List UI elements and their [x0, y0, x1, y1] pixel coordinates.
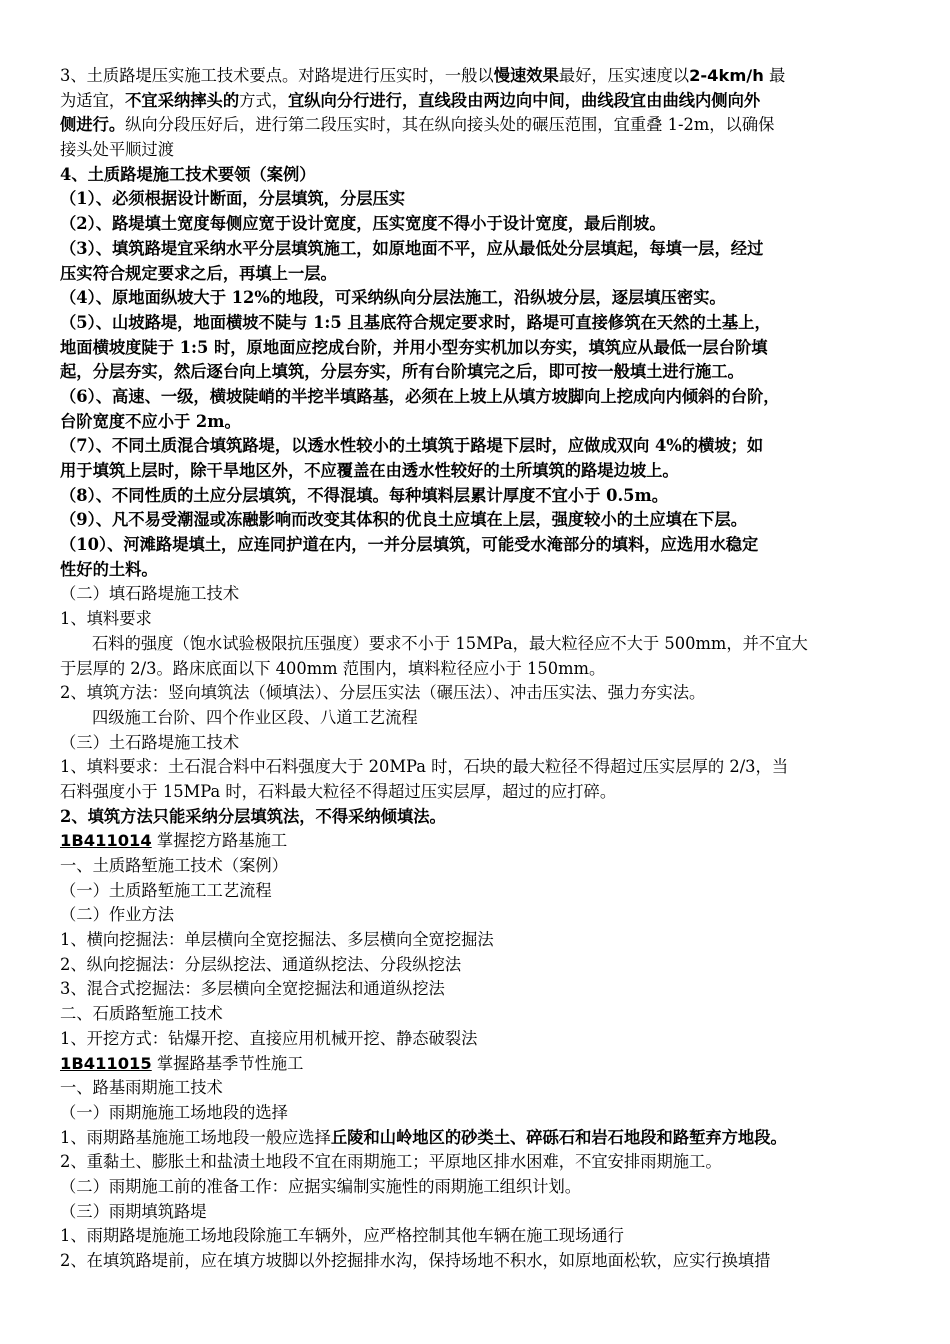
- document-page: [60, 64, 896, 1274]
- paragraph-line: 接头处平顺过渡: [60, 140, 174, 160]
- list-item: （6）、高速、一级，横坡陡峭的半挖半填路基，必须在上坡上从填方坡脚向上挖成向内倾斜的台阶，: [60, 386, 780, 406]
- list-item: （一）雨期施施工场地段的选择: [60, 1102, 288, 1122]
- list-item: 2、纵向挖掘法：分层纵挖法、通道纵挖法、分段纵挖法: [60, 954, 462, 974]
- section-heading: （二）填石路堤施工技术: [60, 584, 240, 604]
- list-item: （1）、必须根据设计断面，分层填筑，分层压实: [60, 189, 406, 209]
- list-item-cont: 起，分层夯实，然后逐台向上填筑，分层夯实，所有台阶填完之后，即可按一般填土进行施工。: [60, 362, 744, 382]
- list-item-cont: 地面横坡度陡于 1:5 时，原地面应挖成台阶，并用小型夯实机加以夯实，填筑应从最低一层台阶填: [60, 337, 768, 357]
- chapter-code: 1B411014: [60, 831, 152, 851]
- paragraph-line: 石料强度小于 15MPa 时，石料最大粒径不得超过压实层厚，超过的应打碎。: [60, 781, 617, 801]
- list-item: （二）作业方法: [60, 905, 174, 925]
- chapter-code: 1B411015: [60, 1053, 152, 1073]
- sub-heading: 1、填料要求: [60, 609, 152, 629]
- sub-heading: 2、填筑方法：竖向填筑法（倾填法）、分层压实法（碾压法）、冲击压实法、强力夯实法。: [60, 683, 706, 703]
- list-item: 1、开挖方式：钻爆开挖、直接应用机械开挖、静态破裂法: [60, 1028, 478, 1048]
- paragraph-line: 3、土质路堤压实施工技术要点。对路堤进行压实时，一般以慢速效果最好，压实速度以2-4km/h 最: [60, 66, 786, 85]
- paragraph-line: 2、填筑方法只能采纳分层填筑法，不得采纳倾填法。: [60, 806, 446, 826]
- list-item-cont: 用于填筑上层时，除干旱地区外，不应覆盖在由透水性较好的土所填筑的路堤边坡上。: [60, 461, 679, 480]
- list-item: 一、路基雨期施工技术: [60, 1078, 223, 1098]
- paragraph-line: 为适宜，不宜采纳摔头的方式，宜纵向分行进行，直线段由两边向中间，曲线段宜由曲线内侧向外: [60, 90, 761, 110]
- section-heading: 4、土质路堤施工技术要领（案例）: [60, 164, 316, 184]
- list-item: 1、雨期路基施施工场地段一般应选择丘陵和山岭地区的砂类土、碎砾石和岩石地段和路堑弃方地段。: [60, 1127, 787, 1147]
- list-item: 3、混合式挖掘法：多层横向全宽挖掘法和通道纵挖法: [60, 979, 445, 999]
- list-item: （2）、路堤填土宽度每侧应宽于设计宽度，压实宽度不得小于设计宽度，最后削坡。: [60, 214, 666, 234]
- list-item: （4）、原地面纵坡大于 12%的地段，可采纳纵向分层法施工，沿纵坡分层，逐层填压密实。: [60, 288, 726, 308]
- paragraph-line: 石料的强度（饱水试验极限抗压强度）要求不小于 15MPa，最大粒径应不大于 500mm，并不宜大: [92, 633, 808, 653]
- list-item-cont: 压实符合规定要求之后，再填上一层。: [60, 263, 337, 283]
- paragraph-line: 1、填料要求：土石混合料中石料强度大于 20MPa 时，石块的最大粒径不得超过压实层厚的 2/3，当: [60, 757, 789, 777]
- list-item: 2、重黏土、膨胀土和盐渍土地段不宜在雨期施工；平原地区排水困难，不宜安排雨期施工。: [60, 1152, 722, 1172]
- list-item: （二）雨期施工前的准备工作：应据实编制实施性的雨期施工组织计划。: [60, 1176, 582, 1196]
- list-item: （10）、河滩路堤填土，应连同护道在内，一并分层填筑，可能受水淹部分的填料，应选用水稳定: [60, 535, 759, 555]
- section-heading: （三）土石路堤施工技术: [60, 732, 240, 752]
- list-item: 一、土质路堑施工技术（案例）: [60, 856, 288, 875]
- paragraph-line: 四级施工台阶、四个作业区段、八道工艺流程: [92, 707, 418, 727]
- list-item: （一）土质路堑施工工艺流程: [60, 880, 272, 900]
- chapter-heading: 1B411015 掌握路基季节性施工: [60, 1053, 304, 1073]
- list-item-cont: 性好的土料。: [60, 559, 158, 579]
- list-item: （3）、填筑路堤宜采纳水平分层填筑施工，如原地面不平，应从最低处分层填起，每填一层，经过: [60, 238, 764, 258]
- list-item: （5）、山坡路堤，地面横坡不陡与 1:5 且基底符合规定要求时，路堤可直接修筑在天然的土基上，: [60, 312, 771, 332]
- list-item-cont: 台阶宽度不应小于 2m。: [60, 411, 241, 431]
- list-item: （三）雨期填筑路堤: [60, 1201, 207, 1221]
- chapter-heading: 1B411014 掌握挖方路基施工: [60, 831, 288, 851]
- list-item: 1、雨期路堤施施工场地段除施工车辆外，应严格控制其他车辆在施工现场通行: [60, 1226, 624, 1246]
- list-item: 2、在填筑路堤前，应在填方坡脚以外挖掘排水沟，保持场地不积水，如原地面松软，应实行换填措: [60, 1251, 771, 1270]
- list-item: 二、石质路堑施工技术: [60, 1004, 223, 1024]
- list-item: （8）、不同性质的土应分层填筑，不得混填。每种填料层累计厚度不宜小于 0.5m。: [60, 485, 668, 505]
- paragraph-line: 侧进行。纵向分段压好后，进行第二段压实时，其在纵向接头处的碾压范围，宜重叠 1-2m，以确保: [60, 115, 775, 135]
- list-item: （7）、不同土质混合填筑路堤，以透水性较小的土填筑于路堤下层时，应做成双向 4%的横坡；如: [60, 436, 764, 456]
- paragraph-line: 于层厚的 2/3。路床底面以下 400mm 范围内，填料粒径应小于 150mm。: [60, 658, 606, 678]
- list-item: 1、横向挖掘法：单层横向全宽挖掘法、多层横向全宽挖掘法: [60, 930, 494, 950]
- list-item: （9）、凡不易受潮湿或冻融影响而改变其体积的优良土应填在上层，强度较小的土应填在下层。: [60, 510, 748, 530]
